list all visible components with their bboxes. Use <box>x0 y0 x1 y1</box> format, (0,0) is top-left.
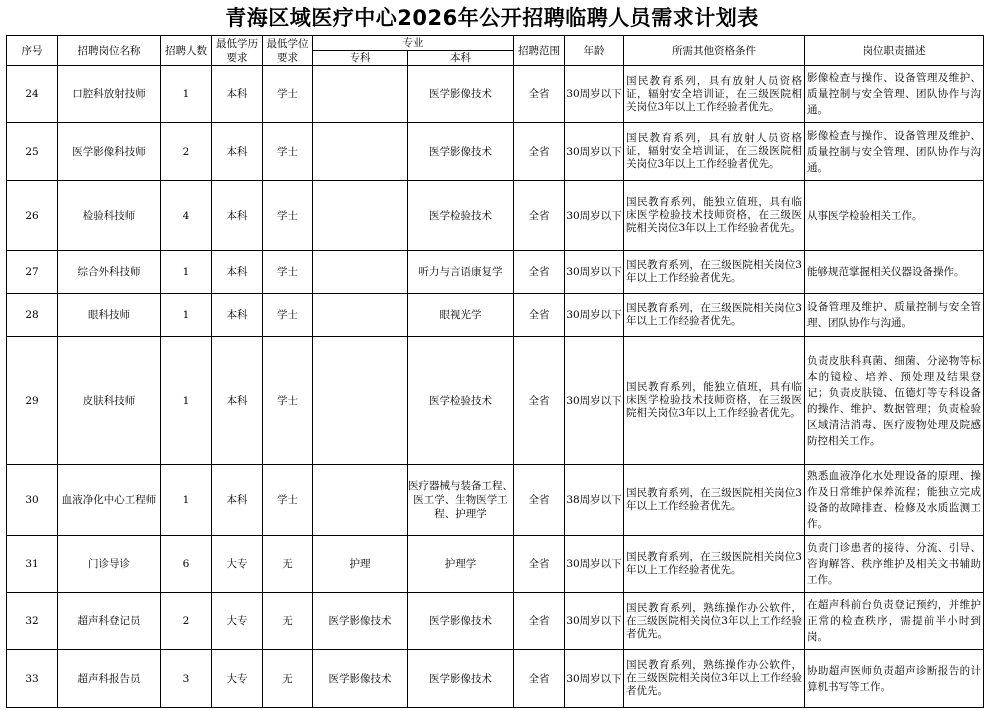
table-body <box>7 66 984 708</box>
cell-scope: 全省 <box>514 536 565 593</box>
table-row <box>7 593 984 650</box>
cell-education: 本科 <box>212 66 263 123</box>
cell-duty: 负责皮肤科真菌、细菌、分泌物等标本的镜检、培养、预处理及结果登记；负责皮肤镜、伍德灯等专科设备的操作、维护、数据管理；负责检验区域清洁消毒、医疗废物处理及院感防控相关工作。 <box>805 337 984 465</box>
cell-age: 30周岁以下 <box>565 251 624 294</box>
cell-position: 皮肤科技师 <box>58 337 161 465</box>
cell-age: 30周岁以下 <box>565 536 624 593</box>
cell-seq: 30 <box>7 465 58 536</box>
cell-seq: 25 <box>7 123 58 181</box>
table-row <box>7 123 984 181</box>
cell-major-bachelor: 医学影像技术 <box>408 66 514 123</box>
header-age: 年龄 <box>565 36 624 66</box>
cell-position: 综合外科技师 <box>58 251 161 294</box>
cell-other-requirements: 国民教育系列，在三级医院相关岗位3年以上工作经验者优先。 <box>624 294 805 337</box>
cell-count: 2 <box>161 123 212 181</box>
cell-major-bachelor: 医学影像技术 <box>408 123 514 181</box>
cell-major-bachelor: 眼视光学 <box>408 294 514 337</box>
cell-other-requirements: 国民教育系列，具有放射人员资格证，辐射安全培训证，在三级医院相关岗位3年以上工作经验者优先。 <box>624 123 805 181</box>
header-major-junior: 专科 <box>313 51 408 66</box>
cell-age: 30周岁以下 <box>565 181 624 251</box>
header-scope: 招聘范围 <box>514 36 565 66</box>
cell-degree: 无 <box>263 536 313 593</box>
cell-count: 2 <box>161 593 212 650</box>
cell-other-requirements: 国民教育系列，在三级医院相关岗位3年以上工作经验者优先。 <box>624 465 805 536</box>
table-row <box>7 650 984 708</box>
cell-seq: 33 <box>7 650 58 708</box>
cell-age: 30周岁以下 <box>565 294 624 337</box>
header-duty: 岗位职责描述 <box>805 36 984 66</box>
cell-other-requirements: 国民教育系列，能独立值班，具有临床医学检验技术技师资格，在三级医院相关岗位3年以上工作经验者优先。 <box>624 181 805 251</box>
cell-duty: 协助超声医师负责超声诊断报告的计算机书写等工作。 <box>805 650 984 708</box>
cell-major-bachelor: 医学检验技术 <box>408 337 514 465</box>
table-row <box>7 181 984 251</box>
table-row <box>7 251 984 294</box>
cell-education: 大专 <box>212 536 263 593</box>
cell-seq: 26 <box>7 181 58 251</box>
cell-age: 38周岁以下 <box>565 465 624 536</box>
cell-major-junior <box>313 294 408 337</box>
cell-major-junior <box>313 123 408 181</box>
cell-position: 超声科登记员 <box>58 593 161 650</box>
header-seq: 序号 <box>7 36 58 66</box>
cell-position: 眼科技师 <box>58 294 161 337</box>
cell-duty: 设备管理及维护、质量控制与安全管理、团队协作与沟通。 <box>805 294 984 337</box>
cell-other-requirements: 国民教育系列，在三级医院相关岗位3年以上工作经验者优先。 <box>624 536 805 593</box>
header-major-bachelor: 本科 <box>408 51 514 66</box>
cell-major-bachelor: 医学影像技术 <box>408 593 514 650</box>
cell-scope: 全省 <box>514 251 565 294</box>
header-major: 专业 <box>313 36 514 51</box>
cell-scope: 全省 <box>514 66 565 123</box>
cell-degree: 无 <box>263 593 313 650</box>
cell-count: 1 <box>161 294 212 337</box>
cell-other-requirements: 国民教育系列，在三级医院相关岗位3年以上工作经验者优先。 <box>624 251 805 294</box>
cell-other-requirements: 国民教育系列，具有放射人员资格证，辐射安全培训证，在三级医院相关岗位3年以上工作经验者优先。 <box>624 66 805 123</box>
cell-major-junior: 护理 <box>313 536 408 593</box>
cell-age: 30周岁以下 <box>565 650 624 708</box>
cell-education: 本科 <box>212 251 263 294</box>
table-row <box>7 536 984 593</box>
cell-scope: 全省 <box>514 337 565 465</box>
cell-scope: 全省 <box>514 294 565 337</box>
header-position: 招聘岗位名称 <box>58 36 161 66</box>
cell-major-bachelor: 听力与言语康复学 <box>408 251 514 294</box>
cell-count: 4 <box>161 181 212 251</box>
cell-seq: 28 <box>7 294 58 337</box>
cell-degree: 学士 <box>263 294 313 337</box>
cell-position: 超声科报告员 <box>58 650 161 708</box>
cell-other-requirements: 国民教育系列，熟练操作办公软件，在三级医院相关岗位3年以上工作经验者优先。 <box>624 593 805 650</box>
header-count: 招聘人数 <box>161 36 212 66</box>
cell-education: 本科 <box>212 123 263 181</box>
cell-major-bachelor: 医学影像技术 <box>408 650 514 708</box>
cell-count: 6 <box>161 536 212 593</box>
cell-degree: 学士 <box>263 123 313 181</box>
cell-position: 医学影像科技师 <box>58 123 161 181</box>
cell-seq: 27 <box>7 251 58 294</box>
cell-scope: 全省 <box>514 123 565 181</box>
cell-seq: 29 <box>7 337 58 465</box>
cell-degree: 无 <box>263 650 313 708</box>
cell-position: 检验科技师 <box>58 181 161 251</box>
cell-major-junior: 医学影像技术 <box>313 593 408 650</box>
table-row <box>7 66 984 123</box>
cell-education: 大专 <box>212 650 263 708</box>
cell-duty: 负责门诊患者的接待、分流、引导、咨询解答、秩序维护及相关文书辅助工作。 <box>805 536 984 593</box>
cell-major-junior <box>313 66 408 123</box>
cell-degree: 学士 <box>263 337 313 465</box>
cell-age: 30周岁以下 <box>565 123 624 181</box>
cell-other-requirements: 国民教育系列，能独立值班，具有临床医学检验技术技师资格，在三级医院相关岗位3年以上工作经验者优先。 <box>624 337 805 465</box>
cell-education: 本科 <box>212 181 263 251</box>
cell-education: 大专 <box>212 593 263 650</box>
cell-count: 1 <box>161 251 212 294</box>
cell-education: 本科 <box>212 337 263 465</box>
cell-position: 口腔科放射技师 <box>58 66 161 123</box>
cell-other-requirements: 国民教育系列，熟练操作办公软件，在三级医院相关岗位3年以上工作经验者优先。 <box>624 650 805 708</box>
cell-degree: 学士 <box>263 465 313 536</box>
cell-seq: 32 <box>7 593 58 650</box>
cell-duty: 在超声科前台负责登记预约，并维护正常的检查秩序，需提前半小时到岗。 <box>805 593 984 650</box>
cell-scope: 全省 <box>514 593 565 650</box>
recruitment-table <box>6 35 984 708</box>
table-row <box>7 465 984 536</box>
cell-duty: 影像检查与操作、设备管理及维护、质量控制与安全管理、团队协作与沟通。 <box>805 123 984 181</box>
cell-duty: 能够规范掌握相关仪器设备操作。 <box>805 251 984 294</box>
cell-degree: 学士 <box>263 251 313 294</box>
cell-seq: 31 <box>7 536 58 593</box>
cell-duty: 熟悉血液净化水处理设备的原理、操作及日常维护保养流程；能独立完成设备的故障排查、检修及水质监测工作。 <box>805 465 984 536</box>
cell-duty: 影像检查与操作、设备管理及维护、质量控制与安全管理、团队协作与沟通。 <box>805 66 984 123</box>
cell-degree: 学士 <box>263 66 313 123</box>
cell-seq: 24 <box>7 66 58 123</box>
cell-major-bachelor: 医疗器械与装备工程、医工学、生物医学工程、护理学 <box>408 465 514 536</box>
cell-major-junior <box>313 337 408 465</box>
header-education: 最低学历要求 <box>212 36 263 66</box>
cell-major-junior: 医学影像技术 <box>313 650 408 708</box>
cell-major-junior <box>313 465 408 536</box>
table-row <box>7 337 984 465</box>
document-title: 青海区域医疗中心2026年公开招聘临聘人员需求计划表 <box>225 6 759 30</box>
cell-count: 1 <box>161 337 212 465</box>
cell-major-bachelor: 医学检验技术 <box>408 181 514 251</box>
cell-age: 30周岁以下 <box>565 66 624 123</box>
header-other-requirements: 所需其他资格条件 <box>624 36 805 66</box>
cell-scope: 全省 <box>514 465 565 536</box>
cell-degree: 学士 <box>263 181 313 251</box>
header-degree: 最低学位要求 <box>263 36 313 66</box>
cell-scope: 全省 <box>514 650 565 708</box>
cell-education: 本科 <box>212 465 263 536</box>
cell-position: 门诊导诊 <box>58 536 161 593</box>
cell-age: 30周岁以下 <box>565 337 624 465</box>
cell-major-bachelor: 护理学 <box>408 536 514 593</box>
cell-major-junior <box>313 181 408 251</box>
cell-count: 3 <box>161 650 212 708</box>
cell-duty: 从事医学检验相关工作。 <box>805 181 984 251</box>
cell-count: 1 <box>161 66 212 123</box>
cell-scope: 全省 <box>514 181 565 251</box>
table-row <box>7 294 984 337</box>
cell-education: 本科 <box>212 294 263 337</box>
cell-major-junior <box>313 251 408 294</box>
cell-position: 血液净化中心工程师 <box>58 465 161 536</box>
cell-age: 30周岁以下 <box>565 593 624 650</box>
cell-count: 1 <box>161 465 212 536</box>
